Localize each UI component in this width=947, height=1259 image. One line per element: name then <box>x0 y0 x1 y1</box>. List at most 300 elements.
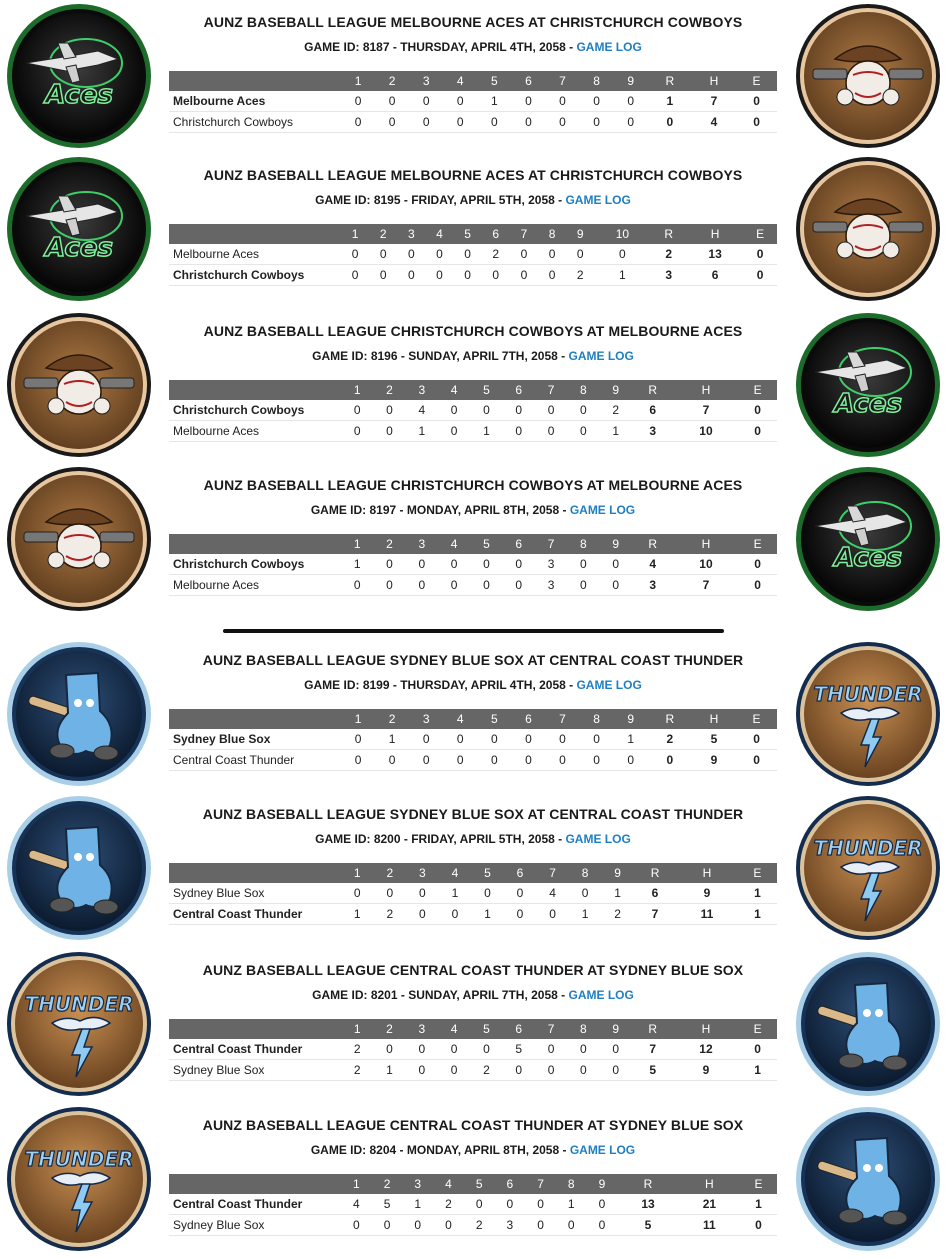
header-inning: 7 <box>545 709 579 729</box>
game-title: AUNZ BASEBALL LEAGUE CENTRAL COAST THUNDER AT SYDNEY BLUE SOX <box>202 962 744 978</box>
inning-score: 0 <box>397 244 425 265</box>
header-inning: 4 <box>433 1174 464 1194</box>
inning-score: 0 <box>482 265 510 286</box>
header-team-cell <box>169 224 341 244</box>
team-name: Central Coast Thunder <box>169 904 341 925</box>
header-inning: 4 <box>425 224 453 244</box>
header-h: H <box>692 71 736 91</box>
inning-score: 4 <box>341 1194 372 1215</box>
header-inning: 7 <box>535 380 567 400</box>
header-inning: 5 <box>477 71 511 91</box>
inning-score: 0 <box>374 883 407 904</box>
header-inning: 9 <box>566 224 594 244</box>
header-inning: 1 <box>341 1174 372 1194</box>
thunder-logo-icon <box>6 1106 152 1252</box>
header-inning: 8 <box>569 863 602 883</box>
header-inning: 4 <box>439 863 472 883</box>
game-log-link[interactable]: GAME LOG <box>568 349 634 363</box>
header-inning: 4 <box>443 709 477 729</box>
header-inning: 6 <box>482 224 510 244</box>
inning-score: 0 <box>341 729 375 750</box>
inning-score: 0 <box>406 883 439 904</box>
inning-score: 0 <box>536 904 569 925</box>
header-inning: 2 <box>373 1019 405 1039</box>
inning-score: 0 <box>580 91 614 112</box>
total-h: 6 <box>687 265 743 286</box>
header-inning: 9 <box>600 1019 632 1039</box>
total-h: 7 <box>692 91 736 112</box>
team-name: Sydney Blue Sox <box>169 1060 341 1081</box>
header-inning: 8 <box>580 709 614 729</box>
game-info: GAME ID: 8197 - MONDAY, APRIL 8TH, 2058 - <box>310 503 570 517</box>
inning-score: 1 <box>373 1060 405 1081</box>
header-inning: 2 <box>373 380 405 400</box>
total-h: 10 <box>674 421 739 442</box>
inning-score: 0 <box>341 421 373 442</box>
inning-score: 0 <box>587 1194 618 1215</box>
inning-score: 0 <box>600 1060 632 1081</box>
inning-score: 0 <box>341 244 369 265</box>
total-r: 6 <box>632 400 674 421</box>
game-info: GAME ID: 8199 - THURSDAY, APRIL 4TH, 2058 - <box>304 678 577 692</box>
total-h: 12 <box>674 1039 739 1060</box>
inning-score: 0 <box>471 883 504 904</box>
team-name: Melbourne Aces <box>169 575 341 596</box>
header-inning: 3 <box>397 224 425 244</box>
linescore-header <box>169 1174 777 1194</box>
header-inning: 10 <box>594 224 650 244</box>
header-inning: 3 <box>406 1019 438 1039</box>
inning-score: 0 <box>503 400 535 421</box>
total-h: 9 <box>674 1060 739 1081</box>
header-inning: 8 <box>567 534 599 554</box>
inning-score: 0 <box>567 421 599 442</box>
game-log-link[interactable]: GAME LOG <box>576 40 642 54</box>
inning-score: 0 <box>600 1039 632 1060</box>
inning-score: 0 <box>409 750 443 771</box>
team-name: Christchurch Cowboys <box>169 554 341 575</box>
header-inning: 5 <box>470 534 502 554</box>
inning-score: 0 <box>535 1039 567 1060</box>
game-info: GAME ID: 8195 - FRIDAY, APRIL 5TH, 2058 - <box>315 193 566 207</box>
inning-score: 0 <box>511 729 545 750</box>
inning-score: 0 <box>443 750 477 771</box>
header-inning: 7 <box>525 1174 556 1194</box>
header-e: E <box>738 534 777 554</box>
header-inning: 4 <box>438 380 470 400</box>
table-row <box>169 904 777 925</box>
inning-score: 0 <box>538 265 566 286</box>
header-inning: 6 <box>503 1019 535 1039</box>
inning-score: 0 <box>510 244 538 265</box>
inning-score: 2 <box>464 1215 495 1236</box>
header-inning: 1 <box>341 380 373 400</box>
inning-score: 0 <box>438 400 470 421</box>
inning-score: 0 <box>373 1039 405 1060</box>
inning-score: 2 <box>482 244 510 265</box>
game-box <box>0 638 947 788</box>
inning-score: 0 <box>566 244 594 265</box>
aces-logo-icon <box>795 312 941 458</box>
header-h: H <box>674 380 739 400</box>
table-row <box>169 729 777 750</box>
total-e: 1 <box>738 904 777 925</box>
header-inning: 7 <box>535 1019 567 1039</box>
game-title: AUNZ BASEBALL LEAGUE MELBOURNE ACES AT CHRISTCHURCH COWBOYS <box>203 167 743 183</box>
inning-score: 0 <box>503 1060 535 1081</box>
linescore-table <box>169 1174 777 1236</box>
inning-score: 0 <box>503 554 535 575</box>
bluesox-logo-icon <box>6 641 152 787</box>
header-inning: 4 <box>438 534 470 554</box>
inning-score: 0 <box>470 1039 502 1060</box>
game-log-link[interactable]: GAME LOG <box>568 988 634 1002</box>
header-inning: 9 <box>587 1174 618 1194</box>
inning-score: 0 <box>341 112 375 133</box>
header-team-cell <box>169 1174 341 1194</box>
cowboys-logo-icon <box>795 3 941 149</box>
total-h: 11 <box>676 904 738 925</box>
inning-score: 0 <box>341 575 373 596</box>
inning-score: 0 <box>510 265 538 286</box>
game-log-link[interactable]: GAME LOG <box>565 832 631 846</box>
game-subtitle <box>170 832 776 846</box>
inning-score: 0 <box>438 1060 470 1081</box>
table-row <box>169 244 777 265</box>
inning-score: 0 <box>409 729 443 750</box>
total-e: 0 <box>740 1215 777 1236</box>
inning-score: 2 <box>433 1194 464 1215</box>
game-title: AUNZ BASEBALL LEAGUE MELBOURNE ACES AT CHRISTCHURCH COWBOYS <box>203 14 743 30</box>
total-h: 4 <box>692 112 736 133</box>
inning-score: 1 <box>477 91 511 112</box>
table-row <box>169 1060 777 1081</box>
inning-score: 0 <box>373 575 405 596</box>
team-name: Central Coast Thunder <box>169 1194 341 1215</box>
linescore-table <box>169 71 777 133</box>
game-info: GAME ID: 8201 - SUNDAY, APRIL 7TH, 2058 - <box>312 988 569 1002</box>
total-e: 0 <box>738 554 777 575</box>
team-name: Sydney Blue Sox <box>169 729 341 750</box>
total-r: 2 <box>648 729 692 750</box>
inning-score: 0 <box>375 91 409 112</box>
inning-score: 0 <box>464 1194 495 1215</box>
header-inning: 1 <box>341 863 374 883</box>
game-subtitle <box>170 678 776 692</box>
header-e: E <box>743 224 777 244</box>
inning-score: 0 <box>373 400 405 421</box>
inning-score: 0 <box>470 554 502 575</box>
total-h: 5 <box>692 729 736 750</box>
header-inning: 9 <box>600 534 632 554</box>
team-name: Melbourne Aces <box>169 244 341 265</box>
inning-score: 4 <box>406 400 438 421</box>
svg-text:Aces: Aces <box>834 543 902 573</box>
inning-score: 0 <box>477 750 511 771</box>
total-e: 0 <box>738 1039 777 1060</box>
inning-score: 0 <box>470 400 502 421</box>
header-inning: 9 <box>614 709 648 729</box>
inning-score: 0 <box>580 729 614 750</box>
total-e: 0 <box>738 400 777 421</box>
header-inning: 9 <box>601 863 634 883</box>
table-row <box>169 91 777 112</box>
header-team-cell <box>169 71 341 91</box>
cowboys-logo-icon <box>6 466 152 612</box>
inning-score: 1 <box>569 904 602 925</box>
inning-score: 1 <box>601 883 634 904</box>
total-e: 0 <box>738 421 777 442</box>
header-inning: 8 <box>567 1019 599 1039</box>
svg-text:Aces: Aces <box>45 80 113 110</box>
linescore-table <box>169 863 777 925</box>
table-row <box>169 750 777 771</box>
game-box <box>0 1103 947 1253</box>
inning-score: 0 <box>545 91 579 112</box>
total-e: 0 <box>736 729 777 750</box>
inning-score: 2 <box>341 1060 373 1081</box>
inning-score: 5 <box>372 1194 403 1215</box>
inning-score: 0 <box>545 112 579 133</box>
header-inning: 1 <box>341 1019 373 1039</box>
header-inning: 2 <box>373 534 405 554</box>
inning-score: 0 <box>454 265 482 286</box>
total-e: 0 <box>736 750 777 771</box>
bluesox-logo-icon <box>795 951 941 1097</box>
inning-score: 0 <box>504 904 537 925</box>
header-inning: 8 <box>580 71 614 91</box>
inning-score: 0 <box>535 400 567 421</box>
game-log-link[interactable]: GAME LOG <box>569 1143 636 1157</box>
inning-score: 0 <box>373 554 405 575</box>
inning-score: 1 <box>341 904 374 925</box>
linescore-table <box>169 380 777 442</box>
inning-score: 0 <box>409 91 443 112</box>
header-team-cell <box>169 380 341 400</box>
svg-text:Aces: Aces <box>834 389 902 419</box>
game-subtitle <box>170 40 776 54</box>
inning-score: 0 <box>438 575 470 596</box>
total-e: 1 <box>740 1194 777 1215</box>
inning-score: 0 <box>438 554 470 575</box>
header-e: E <box>738 863 777 883</box>
team-name: Christchurch Cowboys <box>169 112 341 133</box>
header-inning: 4 <box>438 1019 470 1039</box>
header-inning: 1 <box>341 71 375 91</box>
inning-score: 0 <box>433 1215 464 1236</box>
header-inning: 3 <box>406 534 438 554</box>
header-inning: 9 <box>600 380 632 400</box>
team-name: Sydney Blue Sox <box>169 1215 341 1236</box>
inning-score: 3 <box>495 1215 526 1236</box>
inning-score: 0 <box>535 421 567 442</box>
thunder-logo-icon <box>795 641 941 787</box>
header-inning: 8 <box>556 1174 587 1194</box>
game-title: AUNZ BASEBALL LEAGUE SYDNEY BLUE SOX AT CENTRAL COAST THUNDER <box>202 806 744 822</box>
total-h: 11 <box>679 1215 740 1236</box>
header-team-cell <box>169 534 341 554</box>
aces-logo-icon <box>6 156 152 302</box>
table-row <box>169 421 777 442</box>
cowboys-logo-icon <box>6 312 152 458</box>
game-info: GAME ID: 8187 - THURSDAY, APRIL 4TH, 2058 - <box>304 40 577 54</box>
inning-score: 0 <box>614 91 648 112</box>
game-box <box>0 948 947 1098</box>
inning-score: 0 <box>454 244 482 265</box>
header-r: R <box>632 1019 674 1039</box>
inning-score: 0 <box>341 750 375 771</box>
game-log-link[interactable]: GAME LOG <box>565 193 631 207</box>
team-name: Central Coast Thunder <box>169 1039 341 1060</box>
inning-score: 4 <box>536 883 569 904</box>
total-e: 1 <box>738 883 777 904</box>
header-h: H <box>676 863 738 883</box>
inning-score: 0 <box>406 575 438 596</box>
inning-score: 0 <box>587 1215 618 1236</box>
total-r: 0 <box>648 750 692 771</box>
game-subtitle <box>170 193 776 207</box>
total-h: 7 <box>674 575 739 596</box>
team-name: Melbourne Aces <box>169 421 341 442</box>
svg-text:THUNDER: THUNDER <box>24 992 134 1016</box>
game-title: AUNZ BASEBALL LEAGUE CENTRAL COAST THUNDER AT SYDNEY BLUE SOX <box>202 1117 744 1133</box>
header-inning: 2 <box>374 863 407 883</box>
header-r: R <box>632 534 674 554</box>
inning-score: 0 <box>425 265 453 286</box>
inning-score: 0 <box>341 400 373 421</box>
total-r: 1 <box>648 91 692 112</box>
inning-score: 0 <box>538 244 566 265</box>
inning-score: 0 <box>614 750 648 771</box>
linescore-header <box>169 863 777 883</box>
game-title: AUNZ BASEBALL LEAGUE CHRISTCHURCH COWBOYS AT MELBOURNE ACES <box>203 323 743 339</box>
inning-score: 2 <box>341 1039 373 1060</box>
inning-score: 1 <box>406 421 438 442</box>
header-inning: 8 <box>538 224 566 244</box>
header-inning: 2 <box>375 709 409 729</box>
game-log-link[interactable]: GAME LOG <box>569 503 636 517</box>
svg-text:Aces: Aces <box>45 233 113 263</box>
header-inning: 8 <box>567 380 599 400</box>
table-row <box>169 265 777 286</box>
total-r: 7 <box>632 1039 674 1060</box>
linescore-header <box>169 224 777 244</box>
inning-score: 0 <box>511 112 545 133</box>
total-h: 9 <box>692 750 736 771</box>
header-inning: 5 <box>477 709 511 729</box>
linescore-table <box>169 534 777 596</box>
header-inning: 2 <box>375 71 409 91</box>
linescore-header <box>169 534 777 554</box>
team-name: Melbourne Aces <box>169 91 341 112</box>
header-e: E <box>736 71 777 91</box>
header-inning: 5 <box>464 1174 495 1194</box>
inning-score: 0 <box>477 729 511 750</box>
inning-score: 0 <box>567 1060 599 1081</box>
total-e: 0 <box>736 91 777 112</box>
inning-score: 2 <box>374 904 407 925</box>
total-r: 5 <box>617 1215 678 1236</box>
game-title: AUNZ BASEBALL LEAGUE SYDNEY BLUE SOX AT CENTRAL COAST THUNDER <box>202 652 744 668</box>
total-h: 7 <box>674 400 739 421</box>
section-divider <box>223 629 724 633</box>
inning-score: 0 <box>477 112 511 133</box>
header-r: R <box>632 380 674 400</box>
header-h: H <box>679 1174 740 1194</box>
linescore-header <box>169 1019 777 1039</box>
bluesox-logo-icon <box>795 1106 941 1252</box>
team-name: Central Coast Thunder <box>169 750 341 771</box>
game-subtitle <box>170 988 776 1002</box>
header-inning: 3 <box>406 863 439 883</box>
inning-score: 0 <box>495 1194 526 1215</box>
header-h: H <box>692 709 736 729</box>
aces-logo-icon <box>6 3 152 149</box>
game-box <box>0 153 947 303</box>
inning-score: 0 <box>545 729 579 750</box>
total-e: 1 <box>738 1060 777 1081</box>
inning-score: 0 <box>580 750 614 771</box>
game-subtitle <box>170 503 776 517</box>
total-r: 13 <box>617 1194 678 1215</box>
inning-score: 0 <box>600 554 632 575</box>
total-r: 7 <box>634 904 676 925</box>
game-box <box>0 463 947 613</box>
header-inning: 2 <box>369 224 397 244</box>
inning-score: 0 <box>443 112 477 133</box>
total-r: 5 <box>632 1060 674 1081</box>
header-h: H <box>674 534 739 554</box>
total-h: 9 <box>676 883 738 904</box>
team-name: Christchurch Cowboys <box>169 265 341 286</box>
total-e: 0 <box>743 265 777 286</box>
game-log-link[interactable]: GAME LOG <box>576 678 642 692</box>
header-r: R <box>648 71 692 91</box>
inning-score: 0 <box>503 421 535 442</box>
inning-score: 0 <box>397 265 425 286</box>
inning-score: 0 <box>569 883 602 904</box>
total-h: 21 <box>679 1194 740 1215</box>
inning-score: 0 <box>580 112 614 133</box>
table-row <box>169 400 777 421</box>
inning-score: 1 <box>402 1194 433 1215</box>
inning-score: 0 <box>525 1194 556 1215</box>
total-r: 6 <box>634 883 676 904</box>
inning-score: 0 <box>567 575 599 596</box>
svg-text:THUNDER: THUNDER <box>24 1147 134 1171</box>
linescore-header <box>169 380 777 400</box>
header-inning: 3 <box>402 1174 433 1194</box>
inning-score: 0 <box>406 1060 438 1081</box>
header-inning: 6 <box>503 534 535 554</box>
total-e: 0 <box>738 575 777 596</box>
header-inning: 6 <box>495 1174 526 1194</box>
header-inning: 1 <box>341 534 373 554</box>
game-subtitle <box>170 349 776 363</box>
inning-score: 0 <box>525 1215 556 1236</box>
thunder-logo-icon <box>6 951 152 1097</box>
inning-score: 0 <box>567 554 599 575</box>
team-name: Sydney Blue Sox <box>169 883 341 904</box>
header-team-cell <box>169 1019 341 1039</box>
header-e: E <box>738 1019 777 1039</box>
inning-score: 2 <box>600 400 632 421</box>
inning-score: 0 <box>341 883 374 904</box>
header-inning: 6 <box>511 71 545 91</box>
header-inning: 1 <box>341 709 375 729</box>
inning-score: 1 <box>614 729 648 750</box>
inning-score: 0 <box>373 421 405 442</box>
